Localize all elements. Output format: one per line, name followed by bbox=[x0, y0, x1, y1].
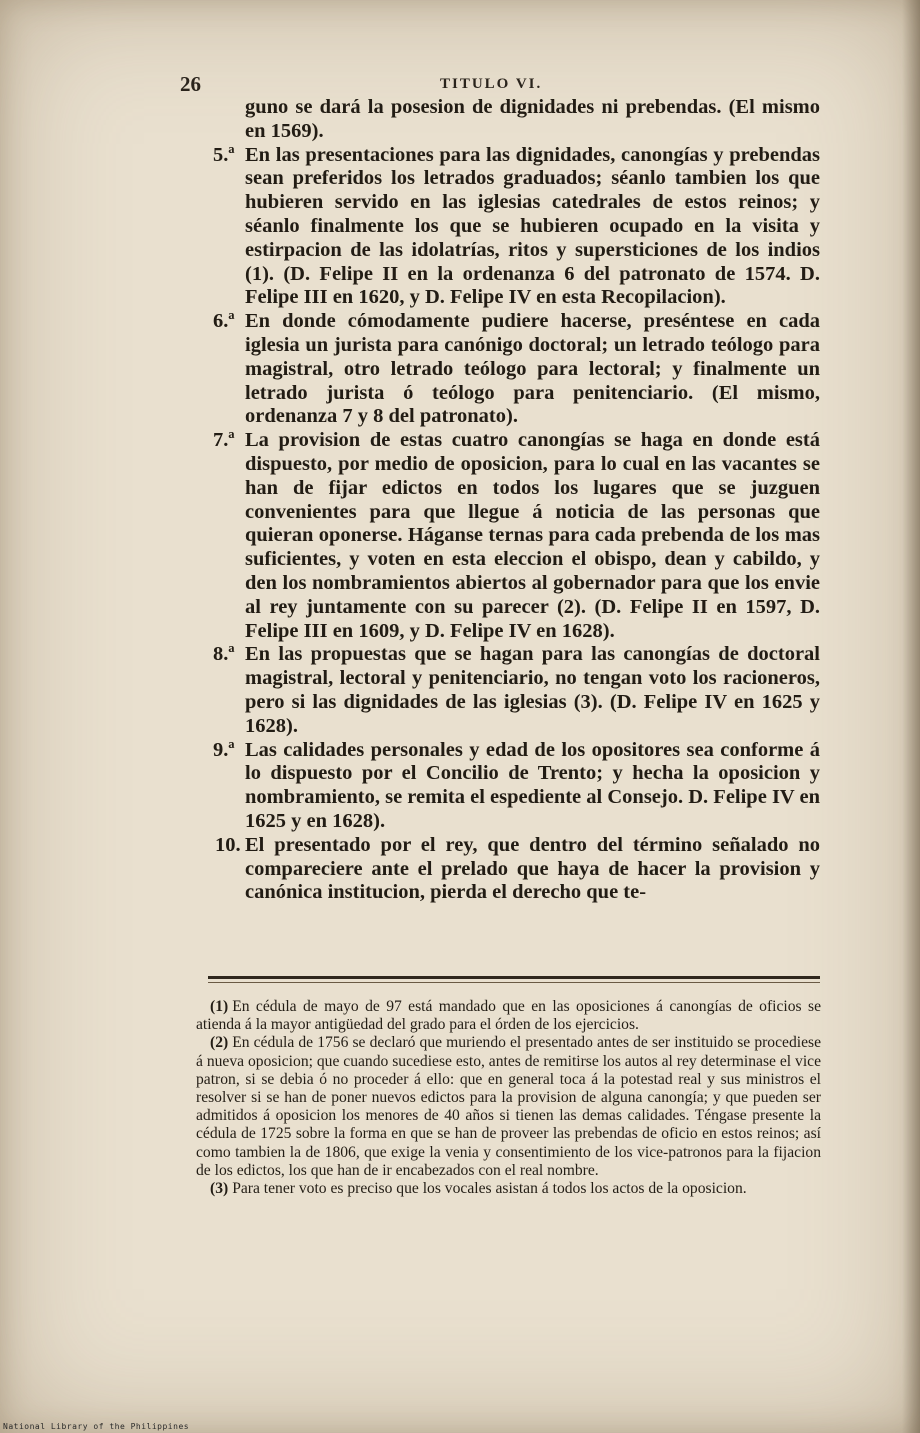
footnote-text: En cédula de mayo de 97 está mandado que en las oposiciones á canongías de oficios se atienda á la mayor antigüedad del grado para el órden de los ejercicios. bbox=[196, 998, 821, 1034]
footnote-mark: (3) bbox=[210, 1180, 229, 1198]
article-6 bbox=[213, 310, 820, 429]
footnote-rule-thin bbox=[208, 982, 820, 983]
footnote-text: En cédula de 1756 se declaró que muriendo el presentado antes de ser instituido se procediese á nueva oposicion; que cuando sucediese esto, antes de remitirse los autos al rey determinase el vice patron, si se debia ó no proceder á ello: que en general toca á la potestad real y sus ministros el resolver si se han de poner nuevos edictos para la provision de alguna canongía; y que pueden ser admitidos á oposicion los menores de 40 años si tienen las demas calidades. Téngase presente la cédula de 1725 sobre la forma en que se han de proveer las prebendas de oficio en estos reinos; así como tambien la de 1806, que exige la venia y consentimiento de los vice-patronos para la fijacion de los edictos, los que han de ir encabezados con el real nombre. bbox=[196, 1034, 821, 1179]
footnote-1 bbox=[196, 998, 821, 1034]
footnote-text: Para tener voto es preciso que los vocales asistan á todos los actos de la oposicion. bbox=[232, 1180, 747, 1198]
article-text: Las calidades personales y edad de los opositores sea conforme á lo dispuesto por el Concilio de Trento; y hecha la oposicion y nombramiento, se remita el espediente al Consejo. D. Felipe IV en 1625 y en 1628). bbox=[245, 738, 820, 832]
article-number: 10. bbox=[215, 833, 241, 856]
footnote-mark: (1) bbox=[210, 998, 229, 1015]
footnote-mark: (2) bbox=[210, 1034, 229, 1052]
article-7 bbox=[213, 429, 820, 643]
article-number: 8.ª bbox=[213, 643, 235, 666]
page-edge-shadow bbox=[902, 0, 920, 1433]
article-number: 7.ª bbox=[213, 429, 235, 452]
article-5 bbox=[213, 143, 820, 311]
article-10 bbox=[215, 833, 820, 905]
article-text: El presentado por el rey, que dentro del término señalado no compareciere ante el prelado que haya de hacer la provision y canónica institucion, pierda el derecho que te- bbox=[245, 833, 820, 904]
running-title: TITULO VI. bbox=[440, 76, 543, 92]
page-number: 26 bbox=[180, 72, 201, 96]
footnote-2 bbox=[196, 1034, 821, 1180]
article-number: 5.ª bbox=[213, 143, 235, 166]
article-text: En las propuestas que se hagan para las canongías de doctoral magistral, lectoral y penitenciario, no tengan voto los racioneros, pero si las dignidades de las iglesias (3). (D. Felipe IV en 1625 y 1628). bbox=[245, 643, 820, 737]
article-text: En las presentaciones para las dignidades, canongías y prebendas sean preferidos los letrados graduados; séanlo tambien los que hubieren servido en las iglesias catedrales de estos reinos; y séanlo finalmente los que se hubieren ocupado en la visita y estirpacion de las idolatrías, ritos y supersticiones de los indios (1). (D. Felipe II en la ordenanza 6 del patronato de 1574. D. Felipe III en 1620, y D. Felipe IV en esta Recopilacion). bbox=[245, 143, 820, 309]
library-credit: National Library of the Philippines bbox=[3, 1422, 190, 1431]
article-text: La provision de estas cuatro canongías se haga en donde está dispuesto, por medio de oposicion, para lo cual en las vacantes se han de fijar edictos en todos los lugares que se juzguen convenientes para que llegue á noticia de las personas que quieran oponerse. Háganse ternas para cada prebenda de los mas suficientes, y voten en esta eleccion el obispo, dean y cabildo, y den los nombramientos abiertos al gobernador para que los envie al rey juntamente con su parecer (2). (D. Felipe II en 1597, D. Felipe III en 1609, y D. Felipe IV en 1628). bbox=[245, 429, 820, 642]
continued-paragraph: guno se dará la posesion de dignidades ni prebendas. (El mismo en 1569). bbox=[245, 96, 820, 142]
article-number: 6.ª bbox=[213, 310, 235, 333]
footnotes bbox=[196, 998, 821, 1198]
article-8 bbox=[213, 643, 820, 738]
article-text: En donde cómodamente pudiere hacerse, preséntese en cada iglesia un jurista para canónigo doctoral; un letrado teólogo para magistral, otro letrado teólogo para lectoral; y finalmente un letrado jurista ó teólogo para penitenciario. (El mismo, ordenanza 7 y 8 del patronato). bbox=[245, 310, 820, 428]
article-9 bbox=[213, 738, 820, 834]
footnote-3 bbox=[196, 1180, 821, 1198]
article-number: 9.ª bbox=[213, 738, 235, 761]
footnote-rule bbox=[208, 976, 820, 979]
main-text bbox=[213, 96, 820, 905]
